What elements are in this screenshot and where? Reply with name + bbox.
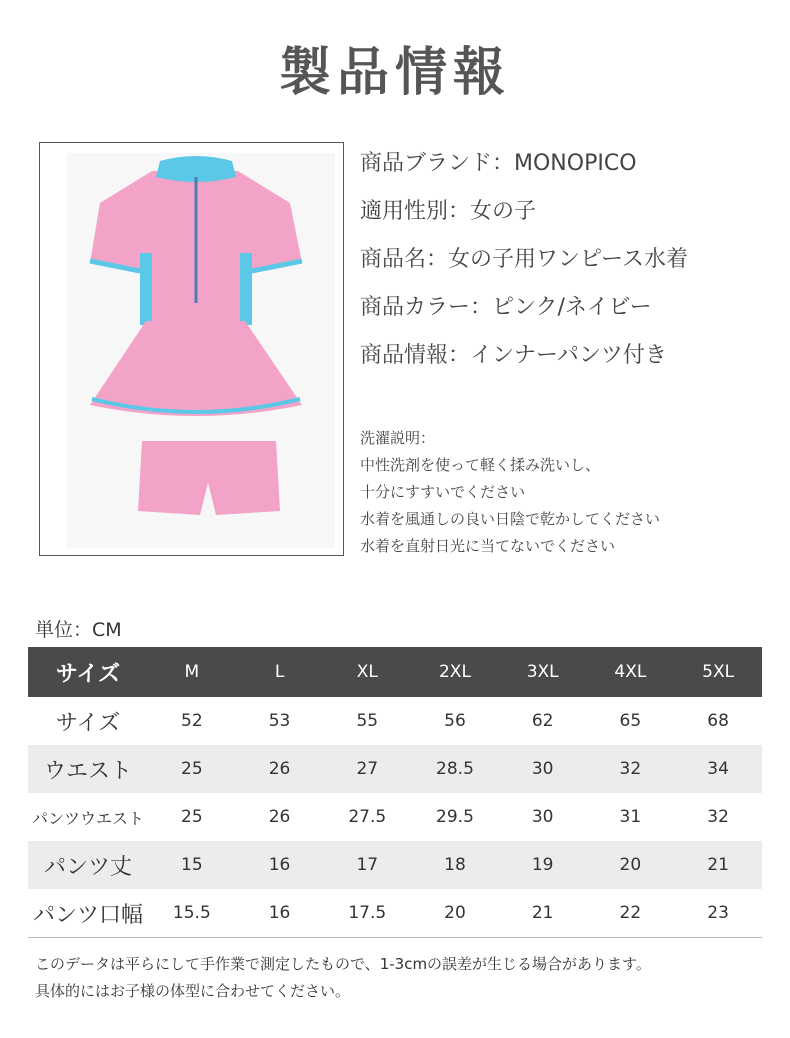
column-header: M — [148, 647, 236, 697]
table-cell: 27.5 — [323, 793, 411, 841]
care-heading: 洗濯説明： — [360, 429, 436, 447]
table-row — [28, 745, 762, 793]
table-row — [28, 841, 762, 889]
table-row — [28, 697, 762, 745]
column-header: 4XL — [587, 647, 675, 697]
table-cell: 27 — [323, 745, 411, 793]
table-cell: 68 — [674, 697, 762, 745]
row-label: パンツウエスト — [28, 793, 148, 841]
table-cell: 52 — [148, 697, 236, 745]
row-label: パンツ口幅 — [28, 889, 148, 938]
table-cell: 30 — [499, 793, 587, 841]
table-cell: 15 — [148, 841, 236, 889]
column-header: L — [236, 647, 324, 697]
care-line: 十分にすすいでください — [360, 483, 526, 501]
table-cell: 22 — [587, 889, 675, 938]
care-instructions — [360, 428, 780, 563]
column-header: 3XL — [499, 647, 587, 697]
table-cell: 16 — [236, 841, 324, 889]
table-cell: 26 — [236, 793, 324, 841]
row-label: ウエスト — [28, 745, 148, 793]
spec-list — [360, 145, 780, 385]
table-cell: 31 — [587, 793, 675, 841]
table-cell: 32 — [587, 745, 675, 793]
table-cell: 21 — [674, 841, 762, 889]
table-cell: 28.5 — [411, 745, 499, 793]
care-line: 中性洗剤を使って軽く揉み洗いし、 — [360, 456, 601, 474]
table-cell: 30 — [499, 745, 587, 793]
table-cell: 26 — [236, 745, 324, 793]
table-cell: 29.5 — [411, 793, 499, 841]
table-cell: 23 — [674, 889, 762, 938]
table-cell: 25 — [148, 745, 236, 793]
table-cell: 25 — [148, 793, 236, 841]
table-cell: 21 — [499, 889, 587, 938]
table-row — [28, 889, 762, 938]
table-cell: 65 — [587, 697, 675, 745]
row-label: パンツ丈 — [28, 841, 148, 889]
table-cell: 56 — [411, 697, 499, 745]
page-title: 製品情報 — [278, 43, 511, 103]
table-cell: 20 — [411, 889, 499, 938]
table-cell: 18 — [411, 841, 499, 889]
measurement-notes — [35, 953, 775, 1007]
column-header: 5XL — [674, 647, 762, 697]
table-cell: 16 — [236, 889, 324, 938]
table-cell: 17.5 — [323, 889, 411, 938]
product-photo — [39, 142, 344, 556]
table-cell: 62 — [499, 697, 587, 745]
table-cell: 53 — [236, 697, 324, 745]
table-cell: 32 — [674, 793, 762, 841]
row-label: サイズ — [28, 697, 148, 745]
care-line: 水着を直射日光に当てないでください — [360, 537, 616, 555]
spec-gender: 適用性別：女の子 — [360, 199, 537, 224]
table-cell: 34 — [674, 745, 762, 793]
table-cell: 19 — [499, 841, 587, 889]
spec-brand: 商品ブランド：MONOPICO — [360, 151, 637, 176]
spec-product-name: 商品名：女の子用ワンピース水着 — [360, 247, 689, 272]
column-header: 2XL — [411, 647, 499, 697]
table-cell: 15.5 — [148, 889, 236, 938]
table-cell: 55 — [323, 697, 411, 745]
swimsuit-illustration-icon — [40, 143, 343, 555]
unit-label: 単位：CM — [35, 619, 122, 641]
note-line: 具体的にはお子様の体型に合わせてください。 — [35, 982, 351, 1000]
size-table-header — [28, 647, 762, 697]
header-label: サイズ — [28, 647, 148, 697]
note-line: このデータは平らにして手作業で測定したもので、1-3cmの誤差が生じる場合があります。 — [35, 955, 651, 973]
spec-color: 商品カラー：ピンク/ネイビー — [360, 295, 652, 320]
table-cell: 17 — [323, 841, 411, 889]
size-table — [28, 647, 762, 938]
care-line: 水着を風通しの良い日陰で乾かしてください — [360, 510, 661, 528]
table-cell: 20 — [587, 841, 675, 889]
column-header: XL — [323, 647, 411, 697]
table-row — [28, 793, 762, 841]
spec-info: 商品情報：インナーパンツ付き — [360, 343, 667, 368]
